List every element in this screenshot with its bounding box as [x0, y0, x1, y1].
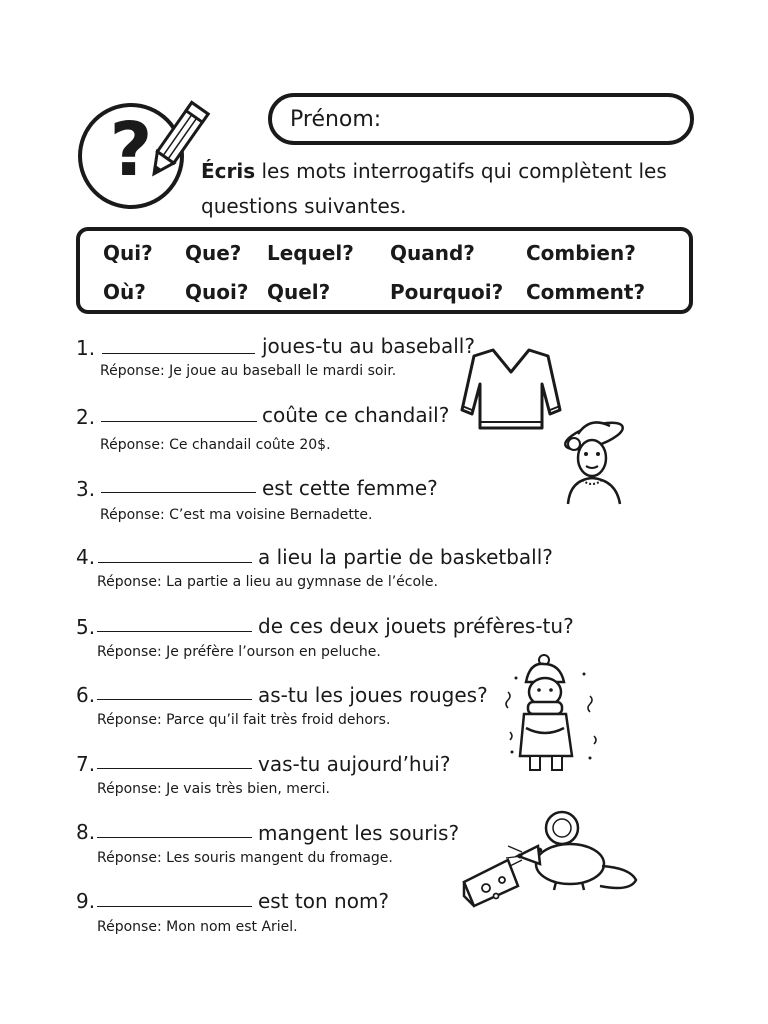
answer-blank[interactable] — [97, 631, 252, 632]
question-number: 9. — [76, 889, 96, 913]
answer-hint: Réponse: Je préfère l’ourson en peluche. — [97, 644, 381, 660]
question-number: 7. — [76, 752, 96, 776]
answer-hint: Réponse: Les souris mangent du fromage. — [97, 850, 393, 866]
answer-blank[interactable] — [98, 562, 252, 563]
question-text: de ces deux jouets préfères-tu? — [258, 614, 574, 638]
word-bank-item: Lequel? — [267, 241, 354, 265]
word-bank-item: Que? — [185, 241, 242, 265]
name-label: Prénom: — [290, 107, 382, 132]
question-number: 3. — [76, 477, 96, 501]
question-number: 5. — [76, 615, 96, 639]
word-bank-item: Qui? — [103, 241, 153, 265]
answer-blank[interactable] — [97, 699, 252, 700]
answer-hint: Réponse: Je vais très bien, merci. — [97, 781, 330, 797]
cheese-icon — [464, 860, 518, 906]
answer-blank[interactable] — [97, 837, 252, 838]
instruction-bold: Écris — [201, 159, 256, 183]
sweater-illustration — [458, 344, 564, 436]
question-number: 8. — [76, 820, 96, 844]
answer-blank[interactable] — [101, 421, 257, 422]
instruction-text: les mots interrogatifs qui complètent les questions suivantes. — [201, 159, 667, 218]
word-bank-item: Combien? — [526, 241, 636, 265]
answer-blank[interactable] — [101, 492, 256, 493]
question-text: vas-tu aujourd’hui? — [258, 752, 451, 776]
word-bank-item: Où? — [103, 280, 146, 304]
question-number: 4. — [76, 545, 96, 569]
question-text: est ton nom? — [258, 889, 390, 913]
answer-hint: Réponse: La partie a lieu au gymnase de l’école. — [97, 574, 438, 590]
instructions — [201, 154, 721, 224]
word-bank — [76, 227, 693, 314]
word-bank-item: Quoi? — [185, 280, 249, 304]
answer-hint: Réponse: Parce qu’il fait très froid dehors. — [97, 712, 391, 728]
question-mark-icon: ? — [78, 103, 184, 209]
question-number: 1. — [76, 336, 96, 360]
question-text: coûte ce chandail? — [262, 403, 450, 427]
answer-blank[interactable] — [97, 906, 252, 907]
mouse-icon — [506, 812, 636, 890]
answer-blank[interactable] — [97, 768, 252, 769]
answer-hint: Réponse: C’est ma voisine Bernadette. — [100, 507, 373, 523]
question-text: joues-tu au baseball? — [262, 334, 475, 358]
question-text: est cette femme? — [262, 476, 438, 500]
question-number: 2. — [76, 405, 96, 429]
question-number: 6. — [76, 683, 96, 707]
mouse-cheese-illustration — [460, 806, 640, 910]
word-bank-item: Comment? — [526, 280, 646, 304]
question-text: a lieu la partie de basketball? — [258, 545, 553, 569]
answer-hint: Réponse: Mon nom est Ariel. — [97, 919, 298, 935]
name-field[interactable] — [268, 93, 694, 145]
word-bank-item: Quel? — [267, 280, 331, 304]
word-bank-item: Quand? — [390, 241, 475, 265]
question-text: as-tu les joues rouges? — [258, 683, 488, 707]
question-text: mangent les souris? — [258, 821, 460, 845]
word-bank-item: Pourquoi? — [390, 280, 504, 304]
answer-blank[interactable] — [102, 353, 255, 354]
answer-hint: Réponse: Ce chandail coûte 20$. — [100, 437, 331, 453]
woman-illustration — [560, 414, 626, 506]
answer-hint: Réponse: Je joue au baseball le mardi soir. — [100, 363, 397, 379]
cold-child-illustration — [500, 652, 604, 774]
